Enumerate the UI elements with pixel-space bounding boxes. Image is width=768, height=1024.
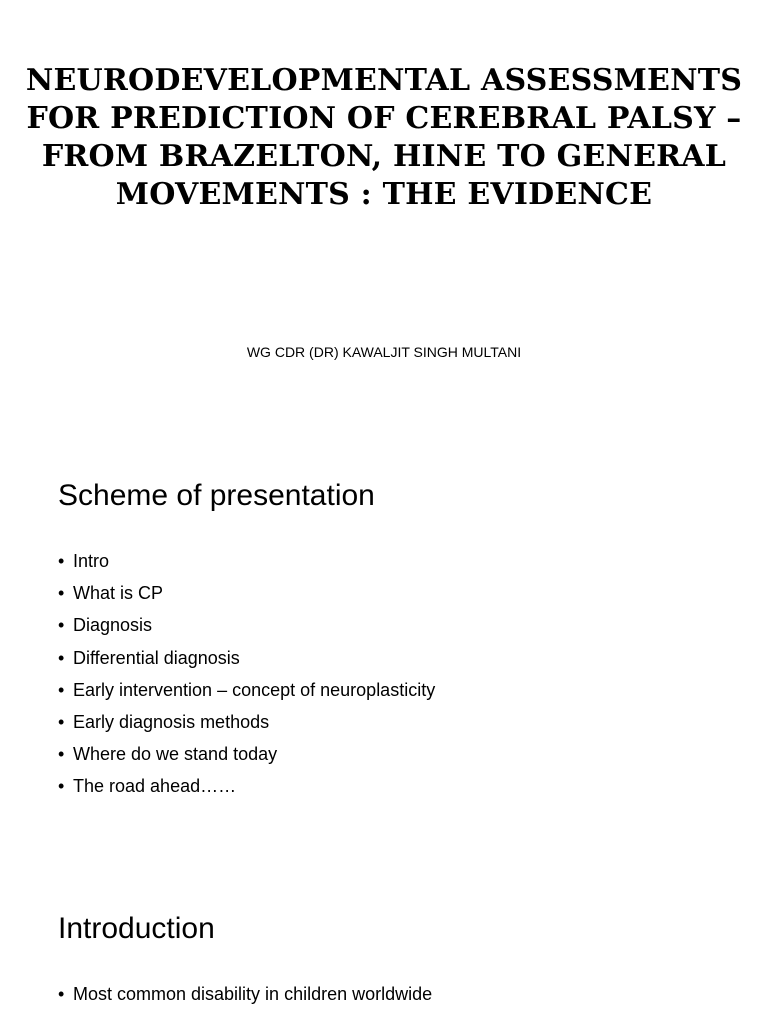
bullet-dot: •	[58, 744, 65, 765]
presentation-title	[0, 62, 768, 214]
slide-heading: Scheme of presentation	[58, 479, 375, 512]
title-line: MOVEMENTS : THE EVIDENCE	[115, 177, 653, 212]
list-item	[58, 978, 432, 1010]
bullet-dot: •	[58, 679, 65, 700]
list-item	[58, 738, 435, 770]
list-item	[58, 609, 435, 641]
bullet-dot: •	[58, 984, 65, 1004]
bullet-list	[58, 978, 432, 1010]
list-item-text: Where do we stand today	[73, 744, 278, 765]
list-item	[58, 674, 435, 706]
list-item	[58, 706, 435, 738]
list-item	[58, 545, 435, 577]
list-item-text: Intro	[73, 551, 110, 571]
bullet-dot: •	[58, 615, 65, 636]
title-line: FROM BRAZELTON, HINE TO GENERAL	[41, 139, 727, 174]
list-item-text: Early diagnosis methods	[73, 712, 270, 733]
title-line: NEURODEVELOPMENTAL ASSESSMENTS	[25, 63, 743, 98]
list-item	[58, 642, 435, 674]
list-item	[58, 577, 435, 609]
bullet-dot: •	[58, 647, 65, 668]
scheme-slide	[0, 432, 768, 864]
list-item	[58, 770, 435, 802]
bullet-dot: •	[58, 776, 65, 797]
slide-heading: Introduction	[58, 912, 215, 945]
list-item-text: What is CP	[73, 583, 164, 604]
title-slide	[0, 0, 768, 432]
list-item-text: Diagnosis	[73, 615, 153, 636]
list-item-text: Differential diagnosis	[73, 647, 240, 668]
bullet-dot: •	[58, 551, 65, 571]
list-item-text: Early intervention – concept of neuroplasticity	[73, 679, 436, 700]
list-item-text: The road ahead……	[73, 776, 237, 797]
bullet-dot: •	[58, 712, 65, 733]
list-item-text: Most common disability in children worldwide	[73, 984, 433, 1004]
author-name: WG CDR (DR) KAWALJIT SINGH MULTANI	[246, 344, 522, 360]
bullet-list	[58, 545, 435, 803]
title-line: FOR PREDICTION OF CEREBRAL PALSY –	[26, 101, 742, 136]
introduction-slide	[0, 864, 768, 1024]
bullet-dot: •	[58, 583, 65, 604]
